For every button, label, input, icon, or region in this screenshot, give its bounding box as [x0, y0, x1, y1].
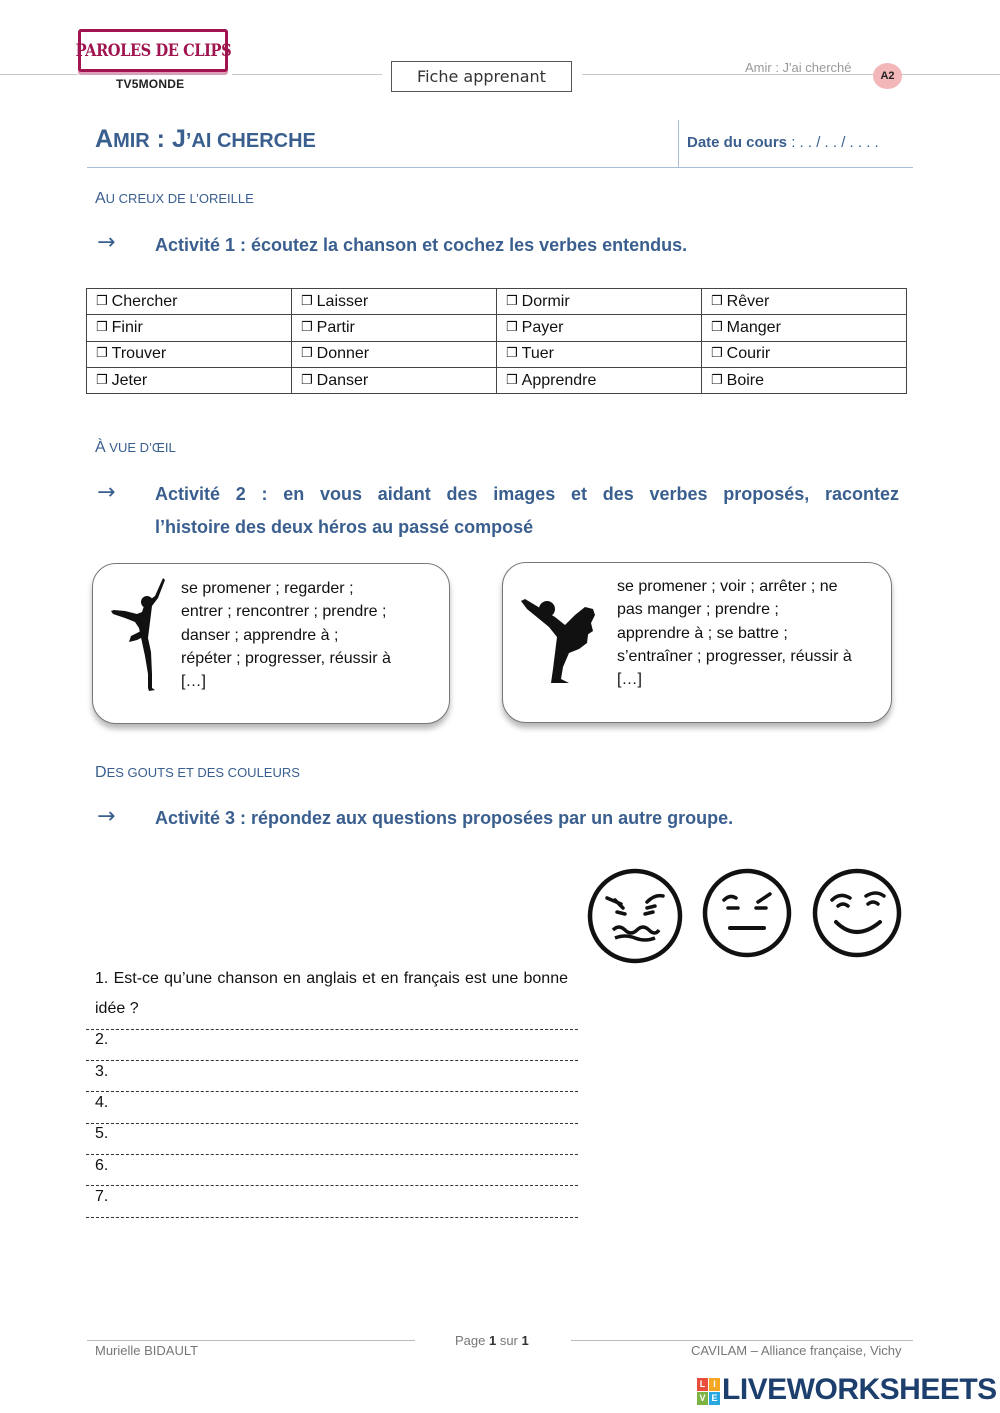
verb-option[interactable]	[292, 367, 497, 393]
course-date: Date du cours : . . / . . / . . . .	[687, 134, 879, 151]
question-number: 4.	[95, 1094, 109, 1111]
verb-label: Trouver	[111, 345, 167, 363]
verb-label: Apprendre	[521, 371, 597, 389]
verb-label: Chercher	[111, 292, 178, 310]
verb-label: Rêver	[726, 292, 770, 310]
table-row	[87, 315, 907, 341]
answer-line	[86, 1123, 578, 1124]
checkbox-icon[interactable]: ❒	[711, 319, 723, 335]
verb-label: Dormir	[521, 292, 570, 310]
activity-2-instruction-line1: Activité 2 : en vous aidant des images et des verbes proposés, racontez	[155, 484, 899, 504]
section-heading-oreille: AU CREUX DE L’OREILLE	[95, 190, 254, 207]
paroles-de-clips-logo	[75, 29, 231, 72]
verb-option[interactable]	[87, 289, 292, 315]
verb-label: Payer	[521, 318, 564, 336]
logo-letter: E	[709, 1392, 720, 1405]
checkbox-icon[interactable]: ❒	[301, 293, 313, 309]
page-title: AMIR : J’AI CHERCHE	[95, 125, 316, 153]
arrow-icon: →	[97, 230, 116, 255]
checkbox-icon[interactable]: ❒	[711, 346, 723, 362]
verb-card-dancer	[92, 563, 450, 724]
checkbox-icon[interactable]: ❒	[301, 372, 313, 388]
checkbox-icon[interactable]: ❒	[506, 319, 518, 335]
title-underline	[87, 167, 913, 168]
answer-line	[86, 1154, 578, 1155]
card-line: apprendre à ; se battre ;	[617, 624, 788, 642]
question-number: 7.	[95, 1188, 109, 1205]
footer-organization: CAVILAM – Alliance française, Vichy	[691, 1343, 902, 1358]
activity-2-instruction-line2: l’histoire des deux héros au passé composé	[155, 517, 534, 537]
verb-option[interactable]	[702, 367, 907, 393]
verb-option[interactable]	[292, 289, 497, 315]
answer-line	[86, 1091, 578, 1092]
logo-letter: V	[697, 1392, 708, 1405]
footer-author: Murielle BIDAULT	[95, 1343, 199, 1358]
question-number: 2.	[95, 1031, 109, 1048]
card-line: répéter ; progresser, réussir à	[181, 649, 391, 667]
page-counter: Page 1 sur 1	[455, 1333, 529, 1348]
card-line: se promener ; regarder ;	[181, 580, 354, 597]
verb-card-fighter	[502, 562, 892, 723]
section-heading-vue: À VUE D’ŒIL	[95, 439, 176, 456]
verb-label: Jeter	[111, 371, 148, 389]
header-rule-mid	[232, 74, 382, 75]
worried-face-icon	[585, 866, 685, 966]
verb-checklist-table	[86, 288, 907, 394]
answer-line	[86, 1185, 578, 1186]
card-line: s’entraîner ; progresser, réussir à	[617, 647, 852, 665]
checkbox-icon[interactable]: ❒	[96, 319, 108, 335]
verb-option[interactable]	[497, 315, 702, 341]
checkbox-icon[interactable]: ❒	[711, 372, 723, 388]
verb-label: Manger	[726, 318, 781, 336]
logo-letter: I	[709, 1378, 720, 1391]
verb-option[interactable]	[702, 289, 907, 315]
checkbox-icon[interactable]: ❒	[506, 293, 518, 309]
table-row	[87, 289, 907, 315]
title-divider	[678, 120, 679, 167]
arrow-icon: →	[97, 804, 116, 829]
table-row	[87, 367, 907, 393]
checkbox-icon[interactable]: ❒	[506, 372, 518, 388]
question-number: 3.	[95, 1063, 109, 1080]
verb-label: Partir	[316, 318, 355, 336]
header-rule-left	[0, 74, 78, 75]
header-song-title: Amir : J'ai cherché	[745, 60, 852, 75]
verb-label: Boire	[726, 371, 765, 389]
card-line: pas manger ; prendre ;	[617, 601, 779, 619]
tv5monde-logo: TV5MONDE	[116, 77, 185, 91]
verb-option[interactable]	[497, 367, 702, 393]
checkbox-icon[interactable]: ❒	[301, 319, 313, 335]
answer-line	[86, 1060, 578, 1061]
verb-option[interactable]	[702, 341, 907, 367]
neutral-face-icon	[700, 866, 794, 960]
checkbox-icon[interactable]: ❒	[301, 346, 313, 362]
verb-option[interactable]	[497, 341, 702, 367]
card-1-verbs	[181, 577, 443, 693]
activity-3-instruction: Activité 3 : répondez aux questions proposées par un autre groupe.	[155, 808, 734, 828]
verb-label: Courir	[726, 345, 771, 363]
checkbox-icon[interactable]: ❒	[711, 293, 723, 309]
answer-line	[86, 1029, 578, 1030]
happy-face-icon	[810, 866, 904, 960]
verb-label: Danser	[316, 371, 369, 389]
footer-rule-right	[571, 1340, 913, 1341]
level-badge: A2	[873, 63, 902, 89]
verb-option[interactable]	[87, 315, 292, 341]
verb-option[interactable]	[497, 289, 702, 315]
martial-artist-silhouette-icon	[521, 597, 601, 683]
section-heading-gouts: DES GOUTS ET DES COULEURS	[95, 764, 300, 781]
card-line: […]	[617, 671, 642, 689]
verb-option[interactable]	[702, 315, 907, 341]
logo-text: PAROLES DE CLIPS	[75, 40, 231, 61]
arrow-icon: →	[97, 480, 116, 505]
card-line: […]	[181, 673, 206, 691]
verb-label: Laisser	[316, 292, 369, 310]
checkbox-icon[interactable]: ❒	[506, 346, 518, 362]
checkbox-icon[interactable]: ❒	[96, 372, 108, 388]
liveworksheets-logo-icon	[697, 1378, 721, 1406]
activity-1-instruction: Activité 1 : écoutez la chanson et cochez les verbes entendus.	[155, 235, 688, 255]
verb-option[interactable]	[87, 341, 292, 367]
verb-label: Tuer	[521, 345, 554, 363]
question-number: 5.	[95, 1125, 109, 1142]
liveworksheets-brand: LIVEWORKSHEETS	[722, 1373, 997, 1406]
logo-letter: L	[697, 1378, 708, 1391]
table-row	[87, 341, 907, 367]
verb-option[interactable]	[87, 367, 292, 393]
question-1: 1. Est-ce qu’une chanson en anglais et en français est une bonne idée ?	[95, 970, 568, 1017]
verb-label: Donner	[316, 345, 370, 363]
verb-option[interactable]	[292, 341, 497, 367]
card-line: entrer ; rencontrer ; prendre ;	[181, 603, 387, 621]
answer-line	[86, 1217, 578, 1218]
doc-type-box: Fiche apprenant	[391, 61, 572, 92]
card-line: se promener ; voir ; arrêter ; ne	[617, 578, 838, 595]
verb-option[interactable]	[292, 315, 497, 341]
card-line: danser ; apprendre à ;	[181, 626, 339, 644]
question-number: 6.	[95, 1157, 109, 1174]
checkbox-icon[interactable]: ❒	[96, 293, 108, 309]
dancer-silhouette-icon	[111, 578, 167, 692]
card-2-verbs	[617, 575, 889, 691]
checkbox-icon[interactable]: ❒	[96, 346, 108, 362]
footer-rule-left	[87, 1340, 415, 1341]
verb-label: Finir	[111, 318, 143, 336]
